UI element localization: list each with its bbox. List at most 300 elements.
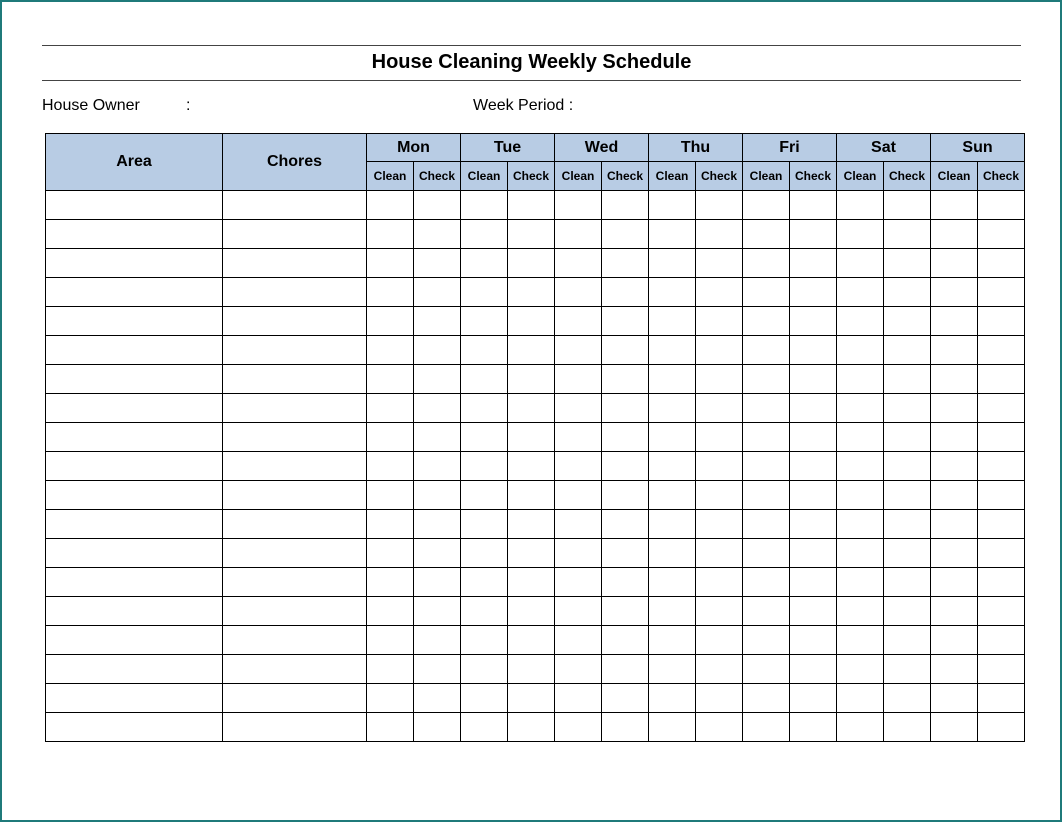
clean-cell[interactable]	[931, 278, 978, 307]
clean-cell[interactable]	[743, 452, 790, 481]
clean-cell[interactable]	[367, 423, 414, 452]
clean-cell[interactable]	[931, 423, 978, 452]
check-cell[interactable]	[508, 336, 555, 365]
clean-cell[interactable]	[649, 655, 696, 684]
check-cell[interactable]	[414, 394, 461, 423]
clean-cell[interactable]	[931, 394, 978, 423]
chores-cell[interactable]	[223, 626, 367, 655]
clean-cell[interactable]	[837, 423, 884, 452]
clean-cell[interactable]	[743, 713, 790, 742]
clean-cell[interactable]	[461, 394, 508, 423]
check-cell[interactable]	[790, 220, 837, 249]
check-cell[interactable]	[978, 510, 1025, 539]
check-cell[interactable]	[790, 365, 837, 394]
clean-cell[interactable]	[743, 278, 790, 307]
clean-cell[interactable]	[931, 684, 978, 713]
clean-cell[interactable]	[367, 220, 414, 249]
clean-cell[interactable]	[931, 655, 978, 684]
check-cell[interactable]	[414, 278, 461, 307]
clean-cell[interactable]	[461, 452, 508, 481]
check-cell[interactable]	[602, 510, 649, 539]
clean-cell[interactable]	[743, 539, 790, 568]
check-cell[interactable]	[790, 307, 837, 336]
clean-cell[interactable]	[555, 220, 602, 249]
clean-cell[interactable]	[743, 220, 790, 249]
check-cell[interactable]	[884, 423, 931, 452]
clean-cell[interactable]	[461, 365, 508, 394]
chores-cell[interactable]	[223, 568, 367, 597]
check-cell[interactable]	[414, 423, 461, 452]
check-cell[interactable]	[508, 655, 555, 684]
check-cell[interactable]	[790, 713, 837, 742]
check-cell[interactable]	[696, 307, 743, 336]
check-cell[interactable]	[508, 626, 555, 655]
clean-cell[interactable]	[367, 452, 414, 481]
check-cell[interactable]	[508, 597, 555, 626]
check-cell[interactable]	[602, 336, 649, 365]
check-cell[interactable]	[696, 220, 743, 249]
clean-cell[interactable]	[555, 452, 602, 481]
check-cell[interactable]	[884, 510, 931, 539]
check-cell[interactable]	[414, 539, 461, 568]
chores-cell[interactable]	[223, 191, 367, 220]
check-cell[interactable]	[790, 539, 837, 568]
chores-cell[interactable]	[223, 336, 367, 365]
clean-cell[interactable]	[743, 191, 790, 220]
check-cell[interactable]	[790, 597, 837, 626]
clean-cell[interactable]	[555, 365, 602, 394]
check-cell[interactable]	[508, 713, 555, 742]
clean-cell[interactable]	[461, 307, 508, 336]
check-cell[interactable]	[414, 307, 461, 336]
area-cell[interactable]	[46, 539, 223, 568]
check-cell[interactable]	[508, 452, 555, 481]
check-cell[interactable]	[414, 684, 461, 713]
check-cell[interactable]	[696, 510, 743, 539]
check-cell[interactable]	[602, 713, 649, 742]
check-cell[interactable]	[508, 249, 555, 278]
clean-cell[interactable]	[461, 423, 508, 452]
check-cell[interactable]	[978, 191, 1025, 220]
check-cell[interactable]	[978, 481, 1025, 510]
clean-cell[interactable]	[743, 365, 790, 394]
check-cell[interactable]	[602, 394, 649, 423]
check-cell[interactable]	[790, 336, 837, 365]
check-cell[interactable]	[602, 365, 649, 394]
check-cell[interactable]	[602, 278, 649, 307]
clean-cell[interactable]	[931, 539, 978, 568]
clean-cell[interactable]	[931, 220, 978, 249]
chores-cell[interactable]	[223, 278, 367, 307]
check-cell[interactable]	[978, 539, 1025, 568]
clean-cell[interactable]	[931, 510, 978, 539]
check-cell[interactable]	[696, 394, 743, 423]
check-cell[interactable]	[978, 568, 1025, 597]
clean-cell[interactable]	[931, 452, 978, 481]
check-cell[interactable]	[978, 220, 1025, 249]
check-cell[interactable]	[978, 597, 1025, 626]
clean-cell[interactable]	[555, 336, 602, 365]
check-cell[interactable]	[884, 655, 931, 684]
check-cell[interactable]	[508, 394, 555, 423]
clean-cell[interactable]	[931, 568, 978, 597]
check-cell[interactable]	[508, 365, 555, 394]
clean-cell[interactable]	[837, 684, 884, 713]
area-cell[interactable]	[46, 655, 223, 684]
clean-cell[interactable]	[743, 336, 790, 365]
clean-cell[interactable]	[367, 597, 414, 626]
clean-cell[interactable]	[649, 597, 696, 626]
clean-cell[interactable]	[837, 336, 884, 365]
check-cell[interactable]	[602, 307, 649, 336]
area-cell[interactable]	[46, 713, 223, 742]
area-cell[interactable]	[46, 510, 223, 539]
check-cell[interactable]	[414, 481, 461, 510]
clean-cell[interactable]	[649, 191, 696, 220]
check-cell[interactable]	[414, 655, 461, 684]
clean-cell[interactable]	[649, 336, 696, 365]
clean-cell[interactable]	[837, 394, 884, 423]
clean-cell[interactable]	[367, 481, 414, 510]
check-cell[interactable]	[884, 597, 931, 626]
check-cell[interactable]	[884, 307, 931, 336]
clean-cell[interactable]	[461, 191, 508, 220]
check-cell[interactable]	[884, 394, 931, 423]
clean-cell[interactable]	[743, 568, 790, 597]
check-cell[interactable]	[696, 423, 743, 452]
clean-cell[interactable]	[649, 423, 696, 452]
clean-cell[interactable]	[837, 655, 884, 684]
clean-cell[interactable]	[555, 539, 602, 568]
chores-cell[interactable]	[223, 452, 367, 481]
check-cell[interactable]	[414, 191, 461, 220]
clean-cell[interactable]	[367, 713, 414, 742]
clean-cell[interactable]	[649, 307, 696, 336]
clean-cell[interactable]	[931, 336, 978, 365]
clean-cell[interactable]	[555, 684, 602, 713]
clean-cell[interactable]	[743, 626, 790, 655]
clean-cell[interactable]	[555, 568, 602, 597]
clean-cell[interactable]	[649, 626, 696, 655]
check-cell[interactable]	[790, 684, 837, 713]
check-cell[interactable]	[602, 539, 649, 568]
clean-cell[interactable]	[743, 394, 790, 423]
clean-cell[interactable]	[837, 249, 884, 278]
check-cell[interactable]	[602, 568, 649, 597]
check-cell[interactable]	[508, 191, 555, 220]
check-cell[interactable]	[602, 626, 649, 655]
clean-cell[interactable]	[649, 220, 696, 249]
clean-cell[interactable]	[649, 539, 696, 568]
check-cell[interactable]	[884, 278, 931, 307]
check-cell[interactable]	[696, 568, 743, 597]
clean-cell[interactable]	[931, 249, 978, 278]
check-cell[interactable]	[978, 336, 1025, 365]
clean-cell[interactable]	[837, 191, 884, 220]
clean-cell[interactable]	[555, 481, 602, 510]
clean-cell[interactable]	[837, 481, 884, 510]
check-cell[interactable]	[508, 220, 555, 249]
check-cell[interactable]	[978, 713, 1025, 742]
check-cell[interactable]	[696, 336, 743, 365]
clean-cell[interactable]	[743, 481, 790, 510]
clean-cell[interactable]	[931, 597, 978, 626]
clean-cell[interactable]	[461, 278, 508, 307]
check-cell[interactable]	[696, 684, 743, 713]
check-cell[interactable]	[414, 336, 461, 365]
check-cell[interactable]	[414, 220, 461, 249]
clean-cell[interactable]	[649, 568, 696, 597]
check-cell[interactable]	[696, 655, 743, 684]
clean-cell[interactable]	[367, 539, 414, 568]
check-cell[interactable]	[884, 684, 931, 713]
check-cell[interactable]	[696, 713, 743, 742]
check-cell[interactable]	[508, 278, 555, 307]
check-cell[interactable]	[508, 481, 555, 510]
check-cell[interactable]	[978, 278, 1025, 307]
check-cell[interactable]	[602, 452, 649, 481]
check-cell[interactable]	[602, 481, 649, 510]
clean-cell[interactable]	[367, 510, 414, 539]
area-cell[interactable]	[46, 568, 223, 597]
clean-cell[interactable]	[649, 365, 696, 394]
area-cell[interactable]	[46, 597, 223, 626]
clean-cell[interactable]	[837, 713, 884, 742]
clean-cell[interactable]	[461, 249, 508, 278]
clean-cell[interactable]	[837, 626, 884, 655]
clean-cell[interactable]	[461, 684, 508, 713]
clean-cell[interactable]	[555, 655, 602, 684]
check-cell[interactable]	[414, 713, 461, 742]
check-cell[interactable]	[414, 626, 461, 655]
clean-cell[interactable]	[555, 510, 602, 539]
clean-cell[interactable]	[555, 597, 602, 626]
clean-cell[interactable]	[743, 510, 790, 539]
clean-cell[interactable]	[837, 597, 884, 626]
check-cell[interactable]	[414, 510, 461, 539]
check-cell[interactable]	[884, 713, 931, 742]
check-cell[interactable]	[696, 539, 743, 568]
check-cell[interactable]	[602, 220, 649, 249]
area-cell[interactable]	[46, 191, 223, 220]
check-cell[interactable]	[696, 191, 743, 220]
check-cell[interactable]	[790, 452, 837, 481]
check-cell[interactable]	[790, 510, 837, 539]
clean-cell[interactable]	[555, 713, 602, 742]
chores-cell[interactable]	[223, 510, 367, 539]
clean-cell[interactable]	[555, 394, 602, 423]
check-cell[interactable]	[978, 365, 1025, 394]
check-cell[interactable]	[978, 307, 1025, 336]
clean-cell[interactable]	[461, 481, 508, 510]
check-cell[interactable]	[790, 481, 837, 510]
check-cell[interactable]	[884, 249, 931, 278]
check-cell[interactable]	[602, 191, 649, 220]
area-cell[interactable]	[46, 307, 223, 336]
clean-cell[interactable]	[649, 684, 696, 713]
check-cell[interactable]	[414, 597, 461, 626]
check-cell[interactable]	[414, 452, 461, 481]
chores-cell[interactable]	[223, 481, 367, 510]
clean-cell[interactable]	[367, 394, 414, 423]
clean-cell[interactable]	[931, 191, 978, 220]
check-cell[interactable]	[790, 568, 837, 597]
check-cell[interactable]	[696, 597, 743, 626]
clean-cell[interactable]	[555, 423, 602, 452]
check-cell[interactable]	[414, 249, 461, 278]
clean-cell[interactable]	[743, 684, 790, 713]
clean-cell[interactable]	[367, 568, 414, 597]
area-cell[interactable]	[46, 423, 223, 452]
chores-cell[interactable]	[223, 597, 367, 626]
check-cell[interactable]	[790, 278, 837, 307]
check-cell[interactable]	[978, 452, 1025, 481]
clean-cell[interactable]	[837, 539, 884, 568]
clean-cell[interactable]	[837, 220, 884, 249]
chores-cell[interactable]	[223, 684, 367, 713]
clean-cell[interactable]	[649, 481, 696, 510]
check-cell[interactable]	[696, 481, 743, 510]
clean-cell[interactable]	[931, 365, 978, 394]
check-cell[interactable]	[884, 626, 931, 655]
check-cell[interactable]	[884, 336, 931, 365]
check-cell[interactable]	[978, 626, 1025, 655]
clean-cell[interactable]	[837, 307, 884, 336]
check-cell[interactable]	[978, 655, 1025, 684]
clean-cell[interactable]	[837, 510, 884, 539]
check-cell[interactable]	[978, 249, 1025, 278]
clean-cell[interactable]	[649, 452, 696, 481]
clean-cell[interactable]	[461, 713, 508, 742]
area-cell[interactable]	[46, 278, 223, 307]
check-cell[interactable]	[790, 249, 837, 278]
clean-cell[interactable]	[931, 307, 978, 336]
check-cell[interactable]	[884, 365, 931, 394]
check-cell[interactable]	[978, 423, 1025, 452]
clean-cell[interactable]	[837, 278, 884, 307]
clean-cell[interactable]	[649, 278, 696, 307]
area-cell[interactable]	[46, 365, 223, 394]
check-cell[interactable]	[414, 568, 461, 597]
check-cell[interactable]	[790, 626, 837, 655]
clean-cell[interactable]	[837, 365, 884, 394]
check-cell[interactable]	[508, 568, 555, 597]
clean-cell[interactable]	[743, 597, 790, 626]
clean-cell[interactable]	[367, 336, 414, 365]
chores-cell[interactable]	[223, 423, 367, 452]
check-cell[interactable]	[508, 510, 555, 539]
clean-cell[interactable]	[461, 220, 508, 249]
chores-cell[interactable]	[223, 365, 367, 394]
clean-cell[interactable]	[837, 568, 884, 597]
check-cell[interactable]	[790, 423, 837, 452]
check-cell[interactable]	[790, 191, 837, 220]
clean-cell[interactable]	[555, 626, 602, 655]
clean-cell[interactable]	[367, 249, 414, 278]
clean-cell[interactable]	[367, 191, 414, 220]
check-cell[interactable]	[602, 655, 649, 684]
check-cell[interactable]	[414, 365, 461, 394]
check-cell[interactable]	[508, 539, 555, 568]
area-cell[interactable]	[46, 626, 223, 655]
check-cell[interactable]	[884, 539, 931, 568]
check-cell[interactable]	[884, 568, 931, 597]
clean-cell[interactable]	[461, 539, 508, 568]
area-cell[interactable]	[46, 249, 223, 278]
check-cell[interactable]	[884, 452, 931, 481]
check-cell[interactable]	[978, 684, 1025, 713]
check-cell[interactable]	[602, 684, 649, 713]
check-cell[interactable]	[884, 220, 931, 249]
clean-cell[interactable]	[367, 307, 414, 336]
area-cell[interactable]	[46, 684, 223, 713]
area-cell[interactable]	[46, 220, 223, 249]
clean-cell[interactable]	[461, 336, 508, 365]
check-cell[interactable]	[696, 249, 743, 278]
check-cell[interactable]	[884, 481, 931, 510]
clean-cell[interactable]	[931, 481, 978, 510]
clean-cell[interactable]	[743, 307, 790, 336]
check-cell[interactable]	[602, 597, 649, 626]
clean-cell[interactable]	[461, 655, 508, 684]
chores-cell[interactable]	[223, 539, 367, 568]
clean-cell[interactable]	[649, 249, 696, 278]
clean-cell[interactable]	[461, 626, 508, 655]
check-cell[interactable]	[696, 278, 743, 307]
clean-cell[interactable]	[931, 713, 978, 742]
clean-cell[interactable]	[555, 249, 602, 278]
check-cell[interactable]	[790, 394, 837, 423]
check-cell[interactable]	[696, 452, 743, 481]
check-cell[interactable]	[602, 423, 649, 452]
check-cell[interactable]	[602, 249, 649, 278]
clean-cell[interactable]	[367, 655, 414, 684]
clean-cell[interactable]	[649, 713, 696, 742]
clean-cell[interactable]	[837, 452, 884, 481]
clean-cell[interactable]	[367, 626, 414, 655]
chores-cell[interactable]	[223, 713, 367, 742]
chores-cell[interactable]	[223, 307, 367, 336]
clean-cell[interactable]	[367, 365, 414, 394]
clean-cell[interactable]	[931, 626, 978, 655]
clean-cell[interactable]	[743, 655, 790, 684]
check-cell[interactable]	[696, 365, 743, 394]
check-cell[interactable]	[508, 423, 555, 452]
check-cell[interactable]	[978, 394, 1025, 423]
chores-cell[interactable]	[223, 655, 367, 684]
clean-cell[interactable]	[555, 191, 602, 220]
check-cell[interactable]	[884, 191, 931, 220]
check-cell[interactable]	[508, 307, 555, 336]
check-cell[interactable]	[790, 655, 837, 684]
area-cell[interactable]	[46, 481, 223, 510]
check-cell[interactable]	[508, 684, 555, 713]
clean-cell[interactable]	[461, 597, 508, 626]
clean-cell[interactable]	[649, 394, 696, 423]
chores-cell[interactable]	[223, 220, 367, 249]
area-cell[interactable]	[46, 336, 223, 365]
area-cell[interactable]	[46, 394, 223, 423]
clean-cell[interactable]	[555, 278, 602, 307]
clean-cell[interactable]	[743, 249, 790, 278]
clean-cell[interactable]	[461, 568, 508, 597]
clean-cell[interactable]	[367, 278, 414, 307]
chores-cell[interactable]	[223, 249, 367, 278]
area-cell[interactable]	[46, 452, 223, 481]
check-cell[interactable]	[696, 626, 743, 655]
clean-cell[interactable]	[649, 510, 696, 539]
clean-cell[interactable]	[743, 423, 790, 452]
